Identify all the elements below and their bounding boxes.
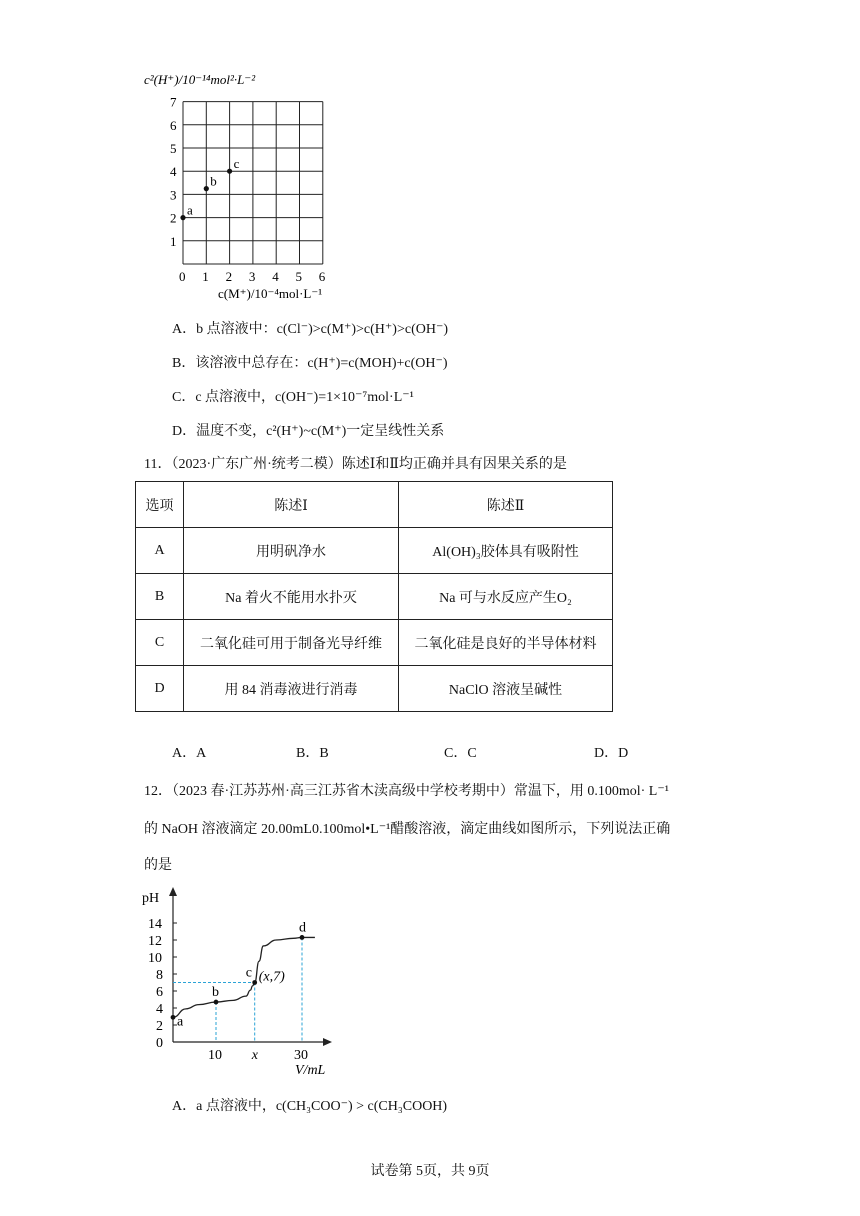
data-point-b	[214, 1000, 219, 1005]
y-tick-label: 6	[156, 985, 163, 1000]
x-tick-label: 5	[295, 269, 302, 284]
q11-answer-b: B．B	[296, 746, 329, 761]
chart2-points	[171, 920, 306, 1029]
row-statement-1: Na 着火不能用水扑灭	[184, 574, 399, 620]
table-header-row	[136, 482, 613, 528]
q10-option-c: C．c 点溶液中，c(OH⁻)=1×10⁻⁷mol·L⁻¹	[172, 390, 414, 405]
chart2-ylabel: pH	[142, 891, 160, 906]
row-key: D	[136, 666, 184, 712]
q11-answer-d: D．D	[594, 746, 629, 761]
row-statement-2: Al(OH)₃胶体具有吸附性	[399, 528, 613, 574]
q12-option-a: A．a 点溶液中，c(CH₃COO⁻) > c(CH₃COOH)	[172, 1099, 448, 1114]
y-tick-label: 0	[156, 1036, 163, 1051]
row-statement-1: 二氧化硅可用于制备光导纤维	[184, 620, 399, 666]
y-axis-arrow	[169, 887, 177, 896]
point-label-a: a	[187, 202, 193, 218]
q11-stem: 11．（2023·广东广州·统考二模）陈述Ⅰ和Ⅱ均正确并具有因果关系的是	[144, 457, 567, 472]
x-tick-label: 4	[272, 269, 279, 284]
chart2-xlabel: V/mL	[295, 1063, 326, 1078]
x-axis-arrow	[323, 1038, 332, 1046]
x-tick-label: 1	[202, 269, 209, 284]
chart-c2h-vs-cm	[138, 70, 368, 310]
y-tick-label: 5	[170, 141, 177, 156]
point-label-c: c	[233, 156, 240, 172]
data-point-a	[171, 1015, 176, 1020]
point-label-c-coords: (x,7)	[258, 969, 285, 985]
y-tick-label: 14	[148, 917, 162, 932]
chart1-y-ticks	[170, 95, 177, 249]
chart2-x-ticks	[208, 1048, 308, 1063]
row-statement-1: 用 84 消毒液进行消毒	[184, 666, 399, 712]
y-tick-label: 1	[170, 233, 177, 249]
table-row	[136, 528, 613, 574]
y-tick-label: 10	[148, 951, 162, 966]
q10-option-a: A．b 点溶液中：c(Cl⁻)>c(M⁺)>c(H⁺)>c(OH⁻)	[172, 322, 449, 337]
chart1-x-ticks	[179, 269, 326, 284]
chart-titration-curve	[140, 884, 340, 1080]
q11-answer-a: A．A	[172, 746, 207, 761]
y-tick-label: 4	[170, 164, 177, 180]
x-tick-label: 3	[248, 269, 256, 284]
table-row	[136, 666, 613, 712]
x-tick-label: 0	[179, 269, 186, 284]
y-tick-label: 2	[170, 210, 177, 226]
row-key: C	[136, 620, 184, 666]
chart1-xlabel: c(M⁺)/10⁻⁴mol·L⁻¹	[218, 286, 323, 301]
y-tick-label: 2	[156, 1019, 163, 1034]
data-point-c	[252, 980, 257, 985]
q12-stem-line-3: 的是	[144, 858, 172, 873]
y-tick-label: 7	[170, 94, 177, 110]
row-statement-2: 二氧化硅是良好的半导体材料	[399, 620, 613, 666]
point-label-c: c	[245, 965, 252, 981]
q10-option-b: B．该溶液中总存在：c(H⁺)=c(MOH)+c(OH⁻)	[172, 356, 448, 371]
row-key: A	[136, 528, 184, 574]
y-tick-label: 12	[148, 934, 162, 949]
row-statement-2: Na 可与水反应产生O₂	[399, 574, 613, 620]
q10-option-d: D．温度不变，c²(H⁺)~c(M⁺)一定呈线性关系	[172, 424, 445, 439]
row-statement-2: NaClO 溶液呈碱性	[399, 666, 613, 712]
titration-curve	[173, 937, 315, 1017]
point-label-d: d	[299, 920, 306, 936]
x-tick-label: 6	[318, 269, 326, 284]
page-footer: 试卷第 5页，共 9页	[370, 1164, 490, 1179]
data-point-d	[300, 935, 305, 940]
chart1-points	[180, 156, 239, 220]
y-tick-label: 6	[170, 117, 177, 133]
chart1-grid	[183, 102, 323, 264]
x-tick-label: 30	[294, 1048, 308, 1063]
point-label-a: a	[177, 1014, 184, 1030]
row-statement-1: 用明矾净水	[184, 528, 399, 574]
header-option: 选项	[136, 482, 184, 528]
q11-statement-table	[135, 481, 613, 712]
header-statement-2: 陈述Ⅱ	[399, 482, 613, 528]
data-point-b	[204, 186, 209, 191]
y-tick-label: 8	[156, 968, 163, 983]
table-row	[136, 620, 613, 666]
point-label-b: b	[210, 173, 217, 189]
chart2-guide-lines	[173, 937, 302, 1042]
q12-stem-line-2: 的 NaOH 溶液滴定 20.00mL0.100mol•L⁻¹醋酸溶液，滴定曲线如图所示，下列说法正确	[144, 822, 671, 837]
y-tick-label: 3	[170, 187, 177, 203]
chart1-ylabel: c²(H⁺)/10⁻¹⁴mol²·L⁻²	[144, 72, 256, 87]
x-tick-label: 2	[225, 269, 233, 284]
x-tick-label: x	[251, 1048, 258, 1063]
x-tick-label: 10	[208, 1048, 222, 1063]
data-point-c	[227, 169, 232, 174]
data-point-a	[180, 215, 185, 220]
q12-stem-line-1: 12．（2023 春·江苏苏州·高三江苏省木渎高级中学校考期中）常温下，用 0.100mol· L⁻¹	[144, 784, 669, 799]
q11-answer-c: C．C	[444, 746, 477, 761]
header-statement-1: 陈述Ⅰ	[184, 482, 399, 528]
table-row	[136, 574, 613, 620]
row-key: B	[136, 574, 184, 620]
y-tick-label: 4	[156, 1002, 163, 1017]
point-label-b: b	[212, 985, 219, 1001]
